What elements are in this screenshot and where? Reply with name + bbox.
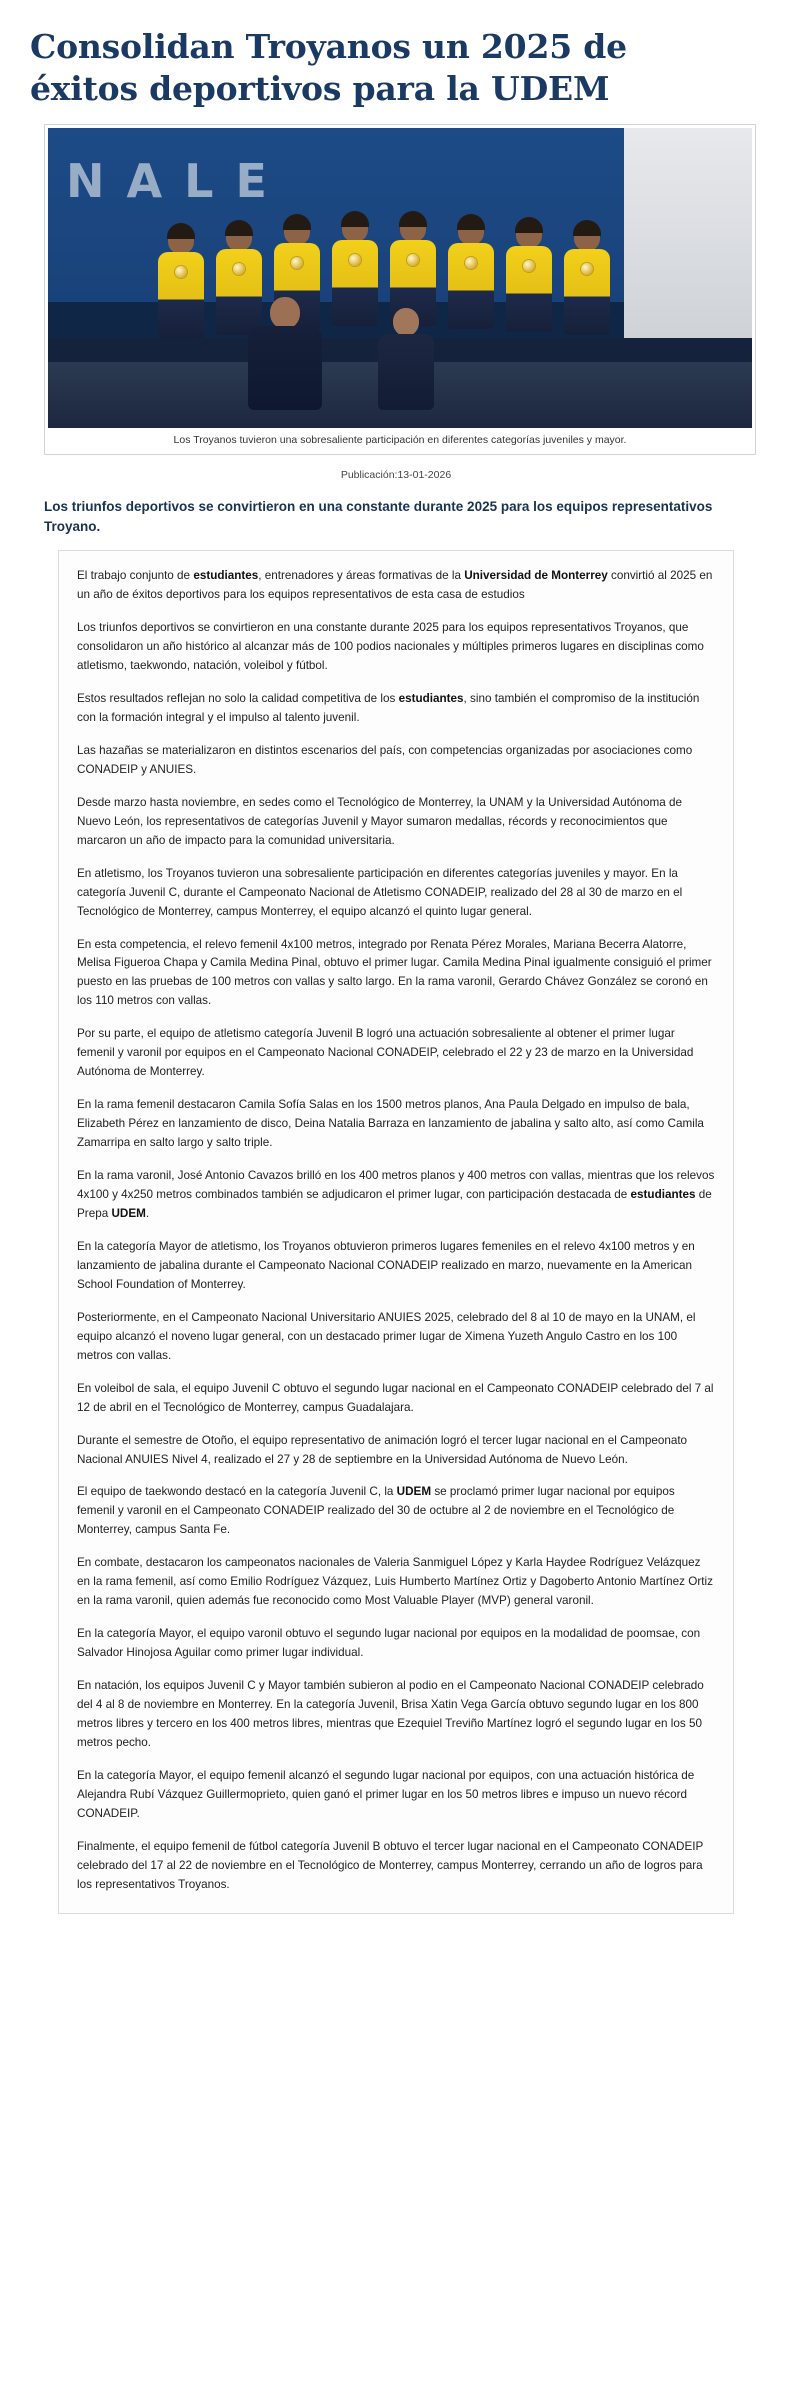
article-paragraph: En la categoría Mayor, el equipo varonil obtuvo el segundo lugar nacional por equipos en la modalidad de poomsae, con Salvador Hinojosa Aguilar como primer lugar individual.	[77, 1627, 701, 1660]
medal-icon	[175, 266, 187, 278]
article-body	[58, 550, 734, 1913]
article-paragraph: Finalmente, el equipo femenil de fútbol categoría Juvenil B obtuvo el tercer lugar nacional en el Campeonato CONADEIP celebrado del 17 al 22 de noviembre en el Tecnológico de Monterrey, campus Monterrey, cerrando un año de logros para los representativos Troyanos.	[77, 1839, 704, 1891]
athlete-hair	[283, 214, 311, 230]
athlete-hair	[341, 211, 369, 227]
photo-athlete	[158, 226, 204, 338]
medal-icon	[291, 257, 303, 269]
medal-icon	[407, 254, 419, 266]
athlete-body	[158, 252, 204, 338]
article-photo	[48, 128, 752, 428]
article-paragraph: En combate, destacaron los campeonatos nacionales de Valeria Sanmiguel López y Karla Haydee Rodríguez Velázquez en la rama femenil, así como Emilio Rodríguez Vázquez, Luis Humberto Martínez Ortiz y Dagoberto Antonio Martínez Ortiz en la rama varonil, quien además fue reconocido como Most Valuable Player (MVP) general varonil.	[77, 1556, 713, 1608]
article-paragraph: En la categoría Mayor de atletismo, los Troyanos obtuvieron primeros lugares femeniles en el relevo 4x100 metros y en lanzamiento de jabalina durante el Campeonato Nacional CONADEIP realizado en marzo, nuevamente en la American School Foundation of Monterrey.	[77, 1239, 695, 1291]
article-paragraph: El trabajo conjunto de estudiantes, entrenadores y áreas formativas de la Universidad de Monterrey convirtió al 2025 en un año de éxitos deportivos para los equipos representativos de esta casa de estudios	[77, 569, 713, 602]
medal-icon	[581, 263, 593, 275]
medal-icon	[233, 263, 245, 275]
photo-coach	[248, 297, 322, 410]
article-paragraph: Durante el semestre de Otoño, el equipo representativo de animación logró el tercer lugar nacional en el Campeonato Nacional ANUIES Nivel 4, realizado el 27 y 28 de septiembre en la Universidad Autónoma de Nuevo León.	[77, 1433, 688, 1466]
athlete-body	[564, 249, 610, 335]
medal-icon	[523, 260, 535, 272]
article-paragraph: En esta competencia, el relevo femenil 4x100 metros, integrado por Renata Pérez Morales, Mariana Becerra Alatorre, Melisa Figueroa Chapa y Camila Medina Pinal, obtuvo el primer lugar. Camila Medina Pinal igualmente consiguió el primer puesto en las pruebas de 100 metros con vallas y salto largo. En la rama varonil, Gerardo Chávez González se coronó en los 110 metros con vallas.	[77, 937, 712, 1008]
photo-athlete	[506, 220, 552, 332]
photo-caption: Los Troyanos tuvieron una sobresaliente participación en diferentes categorías juveniles y mayor.	[173, 434, 627, 447]
coach-head	[270, 297, 300, 329]
article-paragraph: En la rama varonil, José Antonio Cavazos brilló en los 400 metros planos y 400 metros con vallas, mientras que los relevos 4x100 y 4x250 metros combinados también se adjudicaron el primer lugar, con participación destacada de estudiantes de Prepa UDEM.	[77, 1169, 715, 1220]
article-paragraph: Desde marzo hasta noviembre, en sedes como el Tecnológico de Monterrey, la UNAM y la Universidad Autónoma de Nuevo León, los representativos de categorías Juvenil y Mayor sumaron medallas, récords y reconocimientos que marcaron un año de impacto para la comunidad universitaria.	[77, 795, 683, 847]
article-paragraph: Posteriormente, en el Campeonato Nacional Universitario ANUIES 2025, celebrado del 8 al 10 de mayo en la UNAM, el equipo alcanzó el noveno lugar general, con un destacado primer lugar de Ximena Yuzeth Angulo Castro en los 100 metros con vallas.	[77, 1310, 696, 1362]
seated-athlete-body	[378, 334, 434, 410]
photo-banner-text: N A L E	[66, 154, 270, 209]
athlete-hair	[167, 223, 195, 239]
photo-athlete	[448, 217, 494, 329]
athlete-hair	[515, 217, 543, 233]
athlete-hair	[573, 220, 601, 236]
article-paragraph: En natación, los equipos Juvenil C y Mayor también subieron al podio en el Campeonato Nacional CONADEIP celebrado del 4 al 8 de noviembre en Monterrey. En la categoría Juvenil, Brisa Xatin Vega García obtuvo segundo lugar en los 800 metros libres y tercero en los 400 metros libres, mientras que Ezequiel Treviño Martínez logró el segundo lugar en los 50 metros pecho.	[77, 1679, 704, 1749]
medal-icon	[349, 254, 361, 266]
article-figure	[44, 124, 756, 455]
article-paragraph: En atletismo, los Troyanos tuvieron una sobresaliente participación en diferentes categorías juveniles y mayor. En la categoría Juvenil C, durante el Campeonato Nacional de Atletismo CONADEIP, realizado del 28 al 30 de marzo en el Tecnológico de Monterrey, campus Monterrey, el equipo alcanzó el quinto lugar general.	[77, 866, 683, 918]
coach-body	[248, 326, 322, 410]
photo-athlete	[332, 214, 378, 326]
athlete-body	[448, 243, 494, 329]
article-paragraph: Por su parte, el equipo de atletismo categoría Juvenil B logró una actuación sobresaliente al obtener el primer lugar femenil y varonil por equipos en el Campeonato Nacional CONADEIP, celebrado el 22 y 23 de marzo en la Universidad Autónoma de Monterrey.	[77, 1027, 694, 1079]
athlete-body	[506, 246, 552, 332]
article-paragraph: Las hazañas se materializaron en distintos escenarios del país, con competencias organizadas por asociaciones como CONADEIP y ANUIES.	[77, 743, 693, 776]
athlete-body	[332, 240, 378, 326]
publication-date: Publicación:13-01-2026	[340, 469, 452, 482]
page-title: Consolidan Troyanos un 2025 de éxitos deportivos para la UDEM	[30, 27, 627, 109]
athlete-hair	[225, 220, 253, 236]
article-paragraph: El equipo de taekwondo destacó en la categoría Juvenil C, la UDEM se proclamó primer lugar nacional por equipos femenil y varonil en el Campeonato CONADEIP realizado del 30 de octubre al 2 de noviembre en el Tecnológico de Monterrey, campus Santa Fe.	[77, 1485, 675, 1537]
medal-icon	[465, 257, 477, 269]
article-paragraph: En voleibol de sala, el equipo Juvenil C obtuvo el segundo lugar nacional en el Campeonato CONADEIP celebrado del 7 al 12 de abril en el Tecnológico de Monterrey, campus Guadalajara.	[77, 1381, 714, 1414]
article-paragraph: Los triunfos deportivos se convirtieron en una constante durante 2025 para los equipos representativos Troyanos, que consolidaron un año histórico al alcanzar más de 100 podios nacionales y múltiples primeros lugares en disciplinas como atletismo, taekwondo, natación, voleibol y fútbol.	[77, 621, 704, 673]
athlete-hair	[399, 211, 427, 227]
article-paragraph: En la categoría Mayor, el equipo femenil alcanzó el segundo lugar nacional por equipos, con una actuación histórica de Alejandra Rubí Vázquez Guillermoprieto, quien ganó el primer lugar en los 50 metros libres e impuso un nuevo récord CONADEIP.	[77, 1768, 695, 1820]
photo-athlete	[564, 223, 610, 335]
seated-athlete-head	[393, 308, 419, 336]
article-paragraph: En la rama femenil destacaron Camila Sofía Salas en los 1500 metros planos, Ana Paula Delgado en impulso de bala, Elizabeth Pérez en lanzamiento de disco, Deina Natalia Barraza en lanzamiento de jabalina y salto alto, así como Camila Zamarripa en salto largo y salto triple.	[77, 1098, 704, 1150]
athlete-hair	[457, 214, 485, 230]
photo-seated-athlete	[378, 308, 434, 410]
article-lede: Los triunfos deportivos se convirtieron en una constante durante 2025 para los equipos representativos Troyano.	[44, 499, 713, 534]
article-paragraph: Estos resultados reflejan no solo la calidad competitiva de los estudiantes, sino también el compromiso de la institución con la formación integral y el impulso al talento juvenil.	[77, 692, 700, 724]
